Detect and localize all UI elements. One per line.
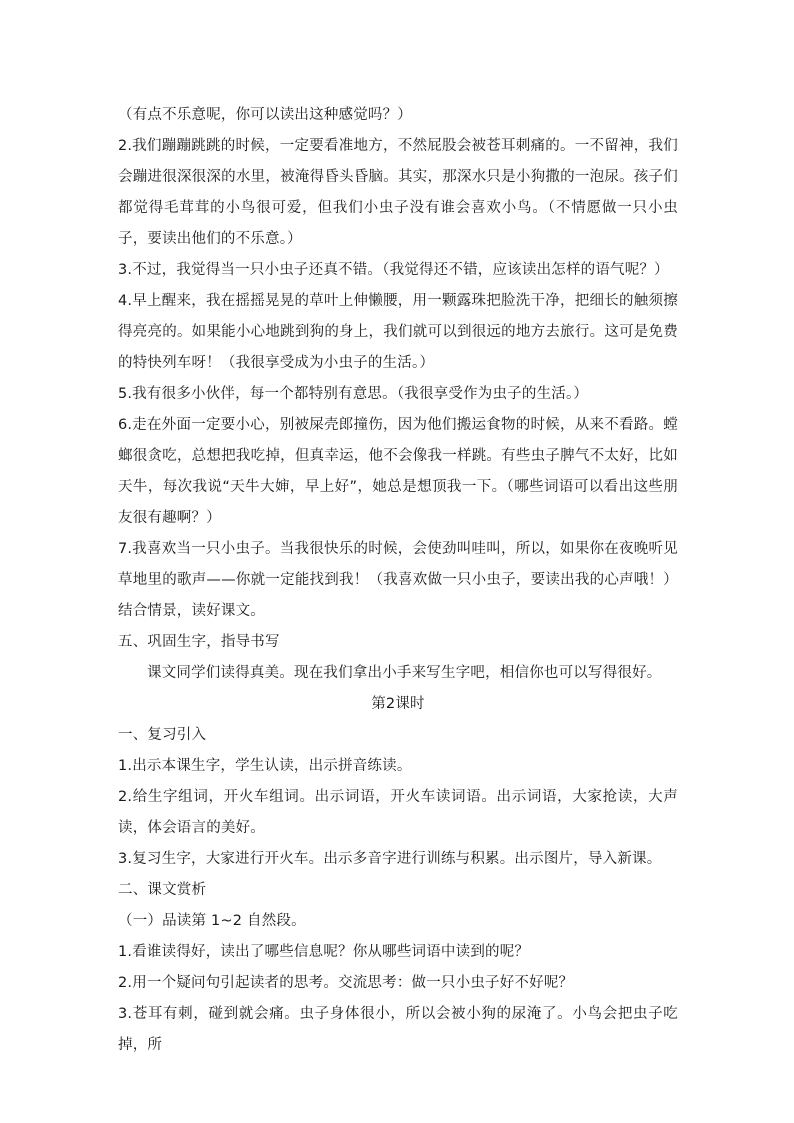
paragraph: 2.我们蹦蹦跳跳的时候，一定要看准地方，不然屁股会被苍耳刺痛的。一不留神，我们会蹦进很深很深的水里，被淹得昏头昏脑。其实，那深水只是小狗撒的一泡尿。孩子们都觉得毛茸茸的小鸟很可爱，但我们小虫子没有谁会喜欢小鸟。（不情愿做一只小虫子，要读出他们的不乐意。） bbox=[118, 138, 678, 247]
paragraph: 4.早上醒来，我在摇摇晃晃的草叶上伸懒腰，用一颗露珠把脸洗干净，把细长的触须擦得亮亮的。如果能小心地跳到狗的身上，我们就可以到很远的地方去旅行。这可是免费的特快列车呀！（我很享受成为小虫子的生活。） bbox=[118, 293, 678, 371]
document-body bbox=[118, 100, 678, 1061]
subsection-heading: （一）品读第 1~2 自然段。 bbox=[118, 913, 306, 929]
paragraph: 3.复习生字，大家进行开火车。出示多音字进行训练与积累。出示图片，导入新课。 bbox=[118, 851, 662, 867]
paragraph: 5.我有很多小伙伴，每一个都特别有意思。（我很享受作为虫子的生活。） bbox=[118, 386, 589, 402]
section-heading: 二、课文赏析 bbox=[118, 882, 207, 898]
paragraph: 6.走在外面一定要小心，别被屎壳郎撞伤，因为他们搬运食物的时候，从来不看路。螳螂很贪吃，总想把我吃掉，但真幸运，他不会像我一样跳。有些虫子脾气不太好，比如天牛，每次我说“天牛大婶，早上好”，她总是想顶我一下。（哪些词语可以看出这些朋友很有趣啊？） bbox=[118, 417, 678, 526]
paragraph: 2.给生字组词，开火车组词。出示词语，开火车读词语。出示词语，大家抢读，大声读，体会语言的美好。 bbox=[118, 789, 678, 836]
paragraph: 3.苍耳有刺，碰到就会痛。虫子身体很小，所以会被小狗的尿淹了。小鸟会把虫子吃掉，所 bbox=[118, 1006, 678, 1053]
section-heading: 一、复习引入 bbox=[118, 727, 207, 743]
paragraph: 课文同学们读得真美。现在我们拿出小手来写生字吧，相信你也可以写得很好。 bbox=[147, 665, 662, 681]
paragraph: 1.出示本课生字，学生认读，出示拼音练读。 bbox=[118, 758, 412, 774]
paragraph: 3.不过，我觉得当一只小虫子还真不错。（我觉得还不错，应该读出怎样的语气呢？） bbox=[118, 262, 669, 278]
paragraph: 1.看谁读得好，读出了哪些信息呢？你从哪些词语中读到的呢？ bbox=[118, 944, 530, 960]
section-heading: 五、巩固生字，指导书写 bbox=[118, 634, 280, 650]
paragraph: 7.我喜欢当一只小虫子。当我很快乐的时候，会使劲叫哇叫，所以，如果你在夜晚听见草地里的歌声——你就一定能找到我！（我喜欢做一只小虫子，要读出我的心声哦！）结合情景，读好课文。 bbox=[118, 541, 678, 619]
paragraph: 2.用一个疑问句引起读者的思考。交流思考：做一只小虫子好不好呢？ bbox=[118, 975, 574, 991]
paragraph: （有点不乐意呢，你可以读出这种感觉吗？） bbox=[118, 107, 412, 123]
lesson-title: 第2课时 bbox=[371, 696, 425, 712]
